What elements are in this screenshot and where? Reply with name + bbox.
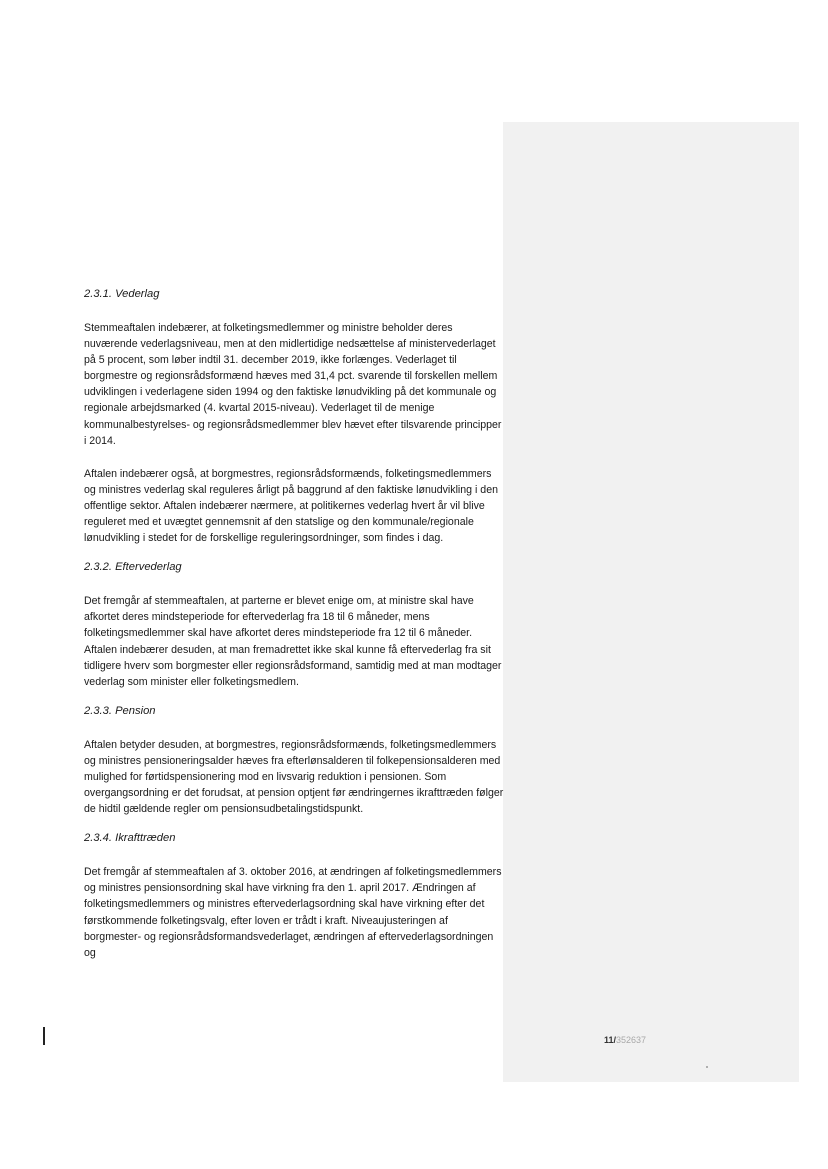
page-number	[604, 1034, 646, 1046]
section-heading-eftervederlag: 2.3.2. Eftervederlag	[84, 561, 182, 574]
margin-comment-area	[503, 122, 799, 1082]
page-number-total: 352637	[616, 1035, 647, 1045]
section-heading-ikrafttraeden: 2.3.4. Ikrafttræden	[84, 832, 176, 845]
section-heading-vederlag: 2.3.1. Vederlag	[84, 288, 160, 300]
paragraph-eftervederlag-1: Det fremgår af stemmeaftalen, at parterne er blevet enige om, at ministre skal have afkortet deres mindsteperiode for eftervederlag fra 18 til 6 måneder, mens folketingsmedlemmer skal have afkortet deres mindsteperiode fra 12 til 6 måneder. Aftalen indebærer desuden, at man fremadrettet ikke skal kunne få eftervederlag fra sit tidligere hverv som borgmester eller regionsrådsformand, samtidig med at man modtager vederlag som minister eller folketingsmedlem.	[84, 595, 502, 688]
document-body	[84, 287, 504, 976]
scan-speck	[706, 1066, 708, 1068]
paragraph-ikrafttraeden-1: Det fremgår af stemmeaftalen af 3. oktober 2016, at ændringen af folketingsmedlemmers og ministres pensionsordning skal have virkning fra den 1. april 2017. Ændringen af folketingsmedlemmers og ministres eftervederlagsordning skal have virkning efter det førstkommende folketingsvalg, efter loven er trådt i kraft. Niveaujusteringen af borgmester- og regionsrådsformandsvederlaget, ændringen af eftervederlagsordningen og	[84, 866, 502, 959]
paragraph-pension-1: Aftalen betyder desuden, at borgmestres, regionsrådsformænds, folketingsmedlemmers og ministres pensioneringsalder hæves fra efterlønsalderen til folkepensionsalderen med mulighed for førtidspensionering mod en livsvarig reduktion i pensionen. Som overgangsordning er det forudsat, at pension optjent før ændringernes ikrafttræden følger de hidtil gældende regler om pensionsudbetalingstidspunkt.	[84, 738, 504, 816]
paragraph-vederlag-2: Aftalen indebærer også, at borgmestres, regionsrådsformænds, folketingsmedlemmers og ministres vederlag skal reguleres årligt på baggrund af den faktiske lønudvikling i den offentlige sektor. Aftalen indebærer nærmere, at politikernes vederlag hvert år vil blive reguleret med et uvægtet gennemsnit af den statslige og den kommunale/regionale lønudvikling i stedet for de forskellige reguleringsordninger, som findes i dag.	[84, 467, 498, 545]
section-heading-pension: 2.3.3. Pension	[84, 704, 156, 717]
paragraph-vederlag-1: Stemmeaftalen indebærer, at folketingsmedlemmer og ministre beholder deres nuværende vederlagsniveau, men at den midlertidige nedsættelse af ministervederlaget på 5 procent, som løber indtil 31. december 2019, ikke forlænges. Vederlaget til borgmestre og regionsrådsformænd hæves med 31,4 pct. svarende til forskellen mellem udviklingen i vederlagene siden 1994 og den faktiske lønudvikling på det kommunale og regionale arbejdsmarked (4. kvartal 2015-niveau). Vederlaget til de menige kommunalbestyrelses- og regionsrådsmedlemmer blev hævet efter tilsvarende principper i 2014.	[84, 322, 502, 447]
page-number-current: 11/	[604, 1035, 617, 1045]
change-bar	[43, 1027, 45, 1045]
